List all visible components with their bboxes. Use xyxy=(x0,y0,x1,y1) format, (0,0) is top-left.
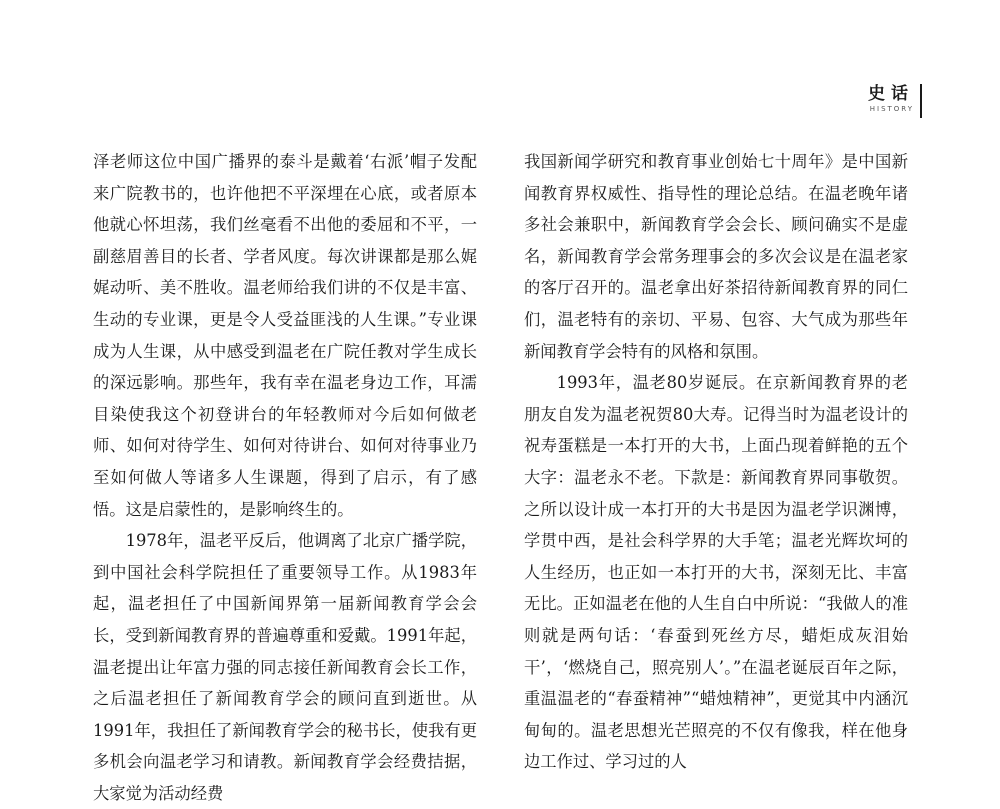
right-paragraph-2: 1993年，温老80岁诞辰。在京新闻教育界的老朋友自发为温老祝贺80大寿。记得当时为温老设计的祝寿蛋糕是一本打开的大书，上面凸现着鲜艳的五个大字：温老永不老。下款是：新闻教育界同事敬贺。之所以设计成一本打开的大书是因为温老学识渊博，学贯中西，是社会科学界的大手笔；温老光辉坎坷的人生经历，也正如一本打开的大书，深刻无比、丰富无比。正如温老在他的人生自白中所说：“我做人的准则就是两句话：‘春蚕到死丝方尽，蜡炬成灰泪始干’，‘燃烧自己，照亮别人’。”在温老诞辰百年之际，重温温老的“春蚕精神”“蜡烛精神”，更觉其中内涵沉甸甸的。温老思想光芒照亮的不仅有像我，样在他身边工作过、学习过的人 xyxy=(524,373,908,772)
left-paragraph-1: 泽老师这位中国广播界的泰斗是戴着‘右派’帽子发配来广院教书的，也许他把不平深埋在心底，或者原本他就心怀坦荡，我们丝毫看不出他的委屈和不平，一副慈眉善目的长者、学者风度。每次讲课都是那么娓娓动听、美不胜收。温老师给我们讲的不仅是丰富、生动的专业课，更是令人受益匪浅的人生课。”专业课成为人生课，从中感受到温老在广院任教对学生成长的深远影响。那些年，我有幸在温老身边工作，耳濡目染使我这个初登讲台的年轻教师对今后如何做老师、如何对待学生、如何对待讲台、如何对待事业乃至如何做人等诸多人生课题，得到了启示，有了感悟。这是启蒙性的，是影响终生的。 xyxy=(93,152,477,519)
section-title: 史话 xyxy=(868,84,914,104)
right-paragraph-1: 我国新闻学研究和教育事业创始七十周年》是中国新闻教育界权威性、指导性的理论总结。在温老晚年诸多社会兼职中，新闻教育学会会长、顾问确实不是虚名，新闻教育学会常务理事会的多次会议是在温老家的客厅召开的。温老拿出好茶招待新闻教育界的同仁们，温老特有的亲切、平易、包容、大气成为那些年新闻教育学会特有的风格和氛围。 xyxy=(524,152,908,361)
left-column xyxy=(93,146,477,809)
left-paragraph-2: 1978年，温老平反后，他调离了北京广播学院，到中国社会科学院担任了重要领导工作。从1983年起，温老担任了中国新闻界第一届新闻教育学会会长，受到新闻教育界的普遍尊重和爱戴。1991年起，温老提出让年富力强的同志接任新闻教育会长工作，之后温老担任了新闻教育学会的顾问直到逝世。从1991年，我担任了新闻教育学会的秘书长，使我有更多机会向温老学习和请教。新闻教育学会经费拮据，大家觉为活动经费 xyxy=(93,531,477,803)
section-subtitle: HISTORY xyxy=(869,105,914,113)
right-column xyxy=(524,146,908,778)
section-header xyxy=(868,84,922,114)
